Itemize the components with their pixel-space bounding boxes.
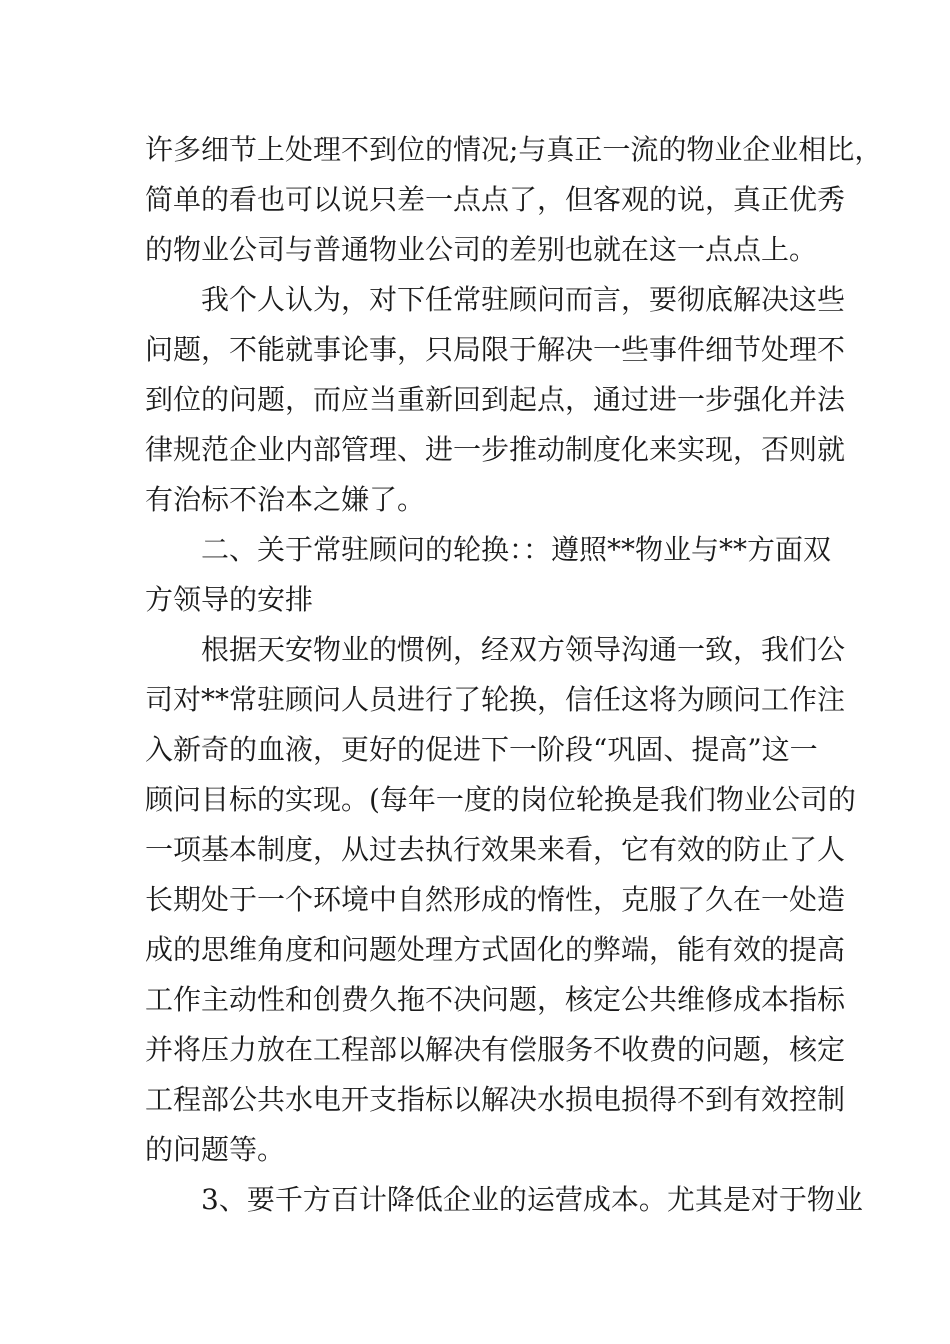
text-line: 问题，不能就事论事，只局限于解决一些事件细节处理不 <box>145 333 846 366</box>
section-heading-line: 二、关于常驻顾问的轮换：：遵照**物业与**方面双 <box>201 533 832 566</box>
text-line: 简单的看也可以说只差一点点了，但客观的说，真正优秀 <box>145 183 846 216</box>
text-line: 并将压力放在工程部以解决有偿服务不收费的问题，核定 <box>145 1033 846 1066</box>
text-line: 工作主动性和创费久拖不决问题，核定公共维修成本指标 <box>145 983 846 1016</box>
paragraph-first-line: 我个人认为，对下任常驻顾问而言，要彻底解决这些 <box>201 283 846 316</box>
paragraph-first-line: 3、要千方百计降低企业的运营成本。尤其是对于物业 <box>201 1183 863 1216</box>
text-line: 工程部公共水电开支指标以解决水损电损得不到有效控制 <box>145 1083 846 1116</box>
paragraph-first-line: 根据天安物业的惯例，经双方领导沟通一致，我们公 <box>201 633 846 666</box>
text-line: 一项基本制度，从过去执行效果来看，它有效的防止了人 <box>145 833 846 866</box>
text-line: 有治标不治本之嫌了。 <box>145 483 426 516</box>
text-line: 长期处于一个环境中自然形成的惰性，克服了久在一处造 <box>145 883 846 916</box>
text-line: 入新奇的血液，更好的促进下一阶段“巩固、提高”这一 <box>145 733 818 766</box>
document-body <box>145 125 883 1225</box>
text-line: 律规范企业内部管理、进一步推动制度化来实现，否则就 <box>145 433 846 466</box>
text-line: 的问题等。 <box>145 1133 286 1166</box>
text-line: 到位的问题，而应当重新回到起点，通过进一步强化并法 <box>145 383 846 416</box>
text-line: 顾问目标的实现。(每年一度的岗位轮换是我们物业公司的 <box>145 783 856 816</box>
text-line: 司对**常驻顾问人员进行了轮换，信任这将为顾问工作注 <box>145 683 846 716</box>
text-line: 许多细节上处理不到位的情况;与真正一流的物业企业相比， <box>145 133 883 166</box>
text-line: 的物业公司与普通物业公司的差别也就在这一点点上。 <box>145 233 818 266</box>
text-line: 方领导的安排 <box>145 583 314 616</box>
text-line: 成的思维角度和问题处理方式固化的弊端，能有效的提高 <box>145 933 846 966</box>
